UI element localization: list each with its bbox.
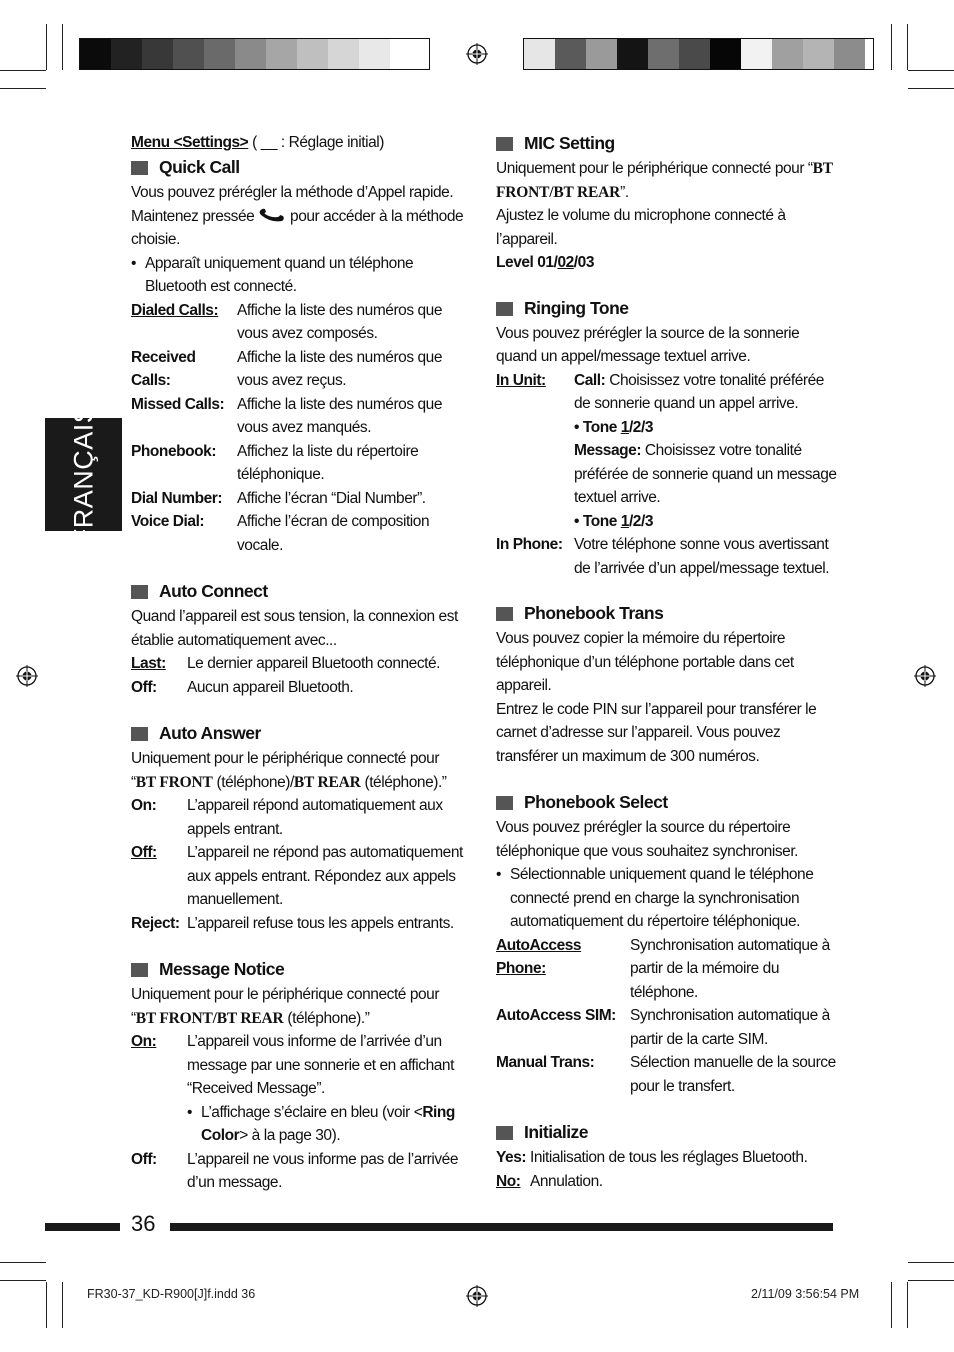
- text-fragment: Level 01/: [496, 254, 558, 271]
- option-label: Voice Dial:: [131, 513, 205, 530]
- menu-title-line: [131, 131, 467, 155]
- option-label: Dialed Calls:: [131, 301, 219, 319]
- phonebook-trans-heading: [496, 601, 838, 627]
- color-swatch: [741, 39, 772, 69]
- option-label: Yes:: [496, 1149, 527, 1166]
- ringing-tone-heading: [496, 296, 838, 322]
- option-row: [131, 510, 467, 557]
- color-swatch: [555, 39, 586, 69]
- auto-answer-heading: [131, 721, 467, 747]
- option-row: [131, 652, 467, 676]
- option-label: In Phone:: [496, 536, 563, 553]
- crop-mark: [62, 1282, 63, 1328]
- bullet-text: Apparaît uniquement quand un téléphone Bluetooth est connecté.: [145, 254, 414, 295]
- option-label: Off:: [131, 678, 157, 696]
- option-label: No:: [496, 1172, 521, 1190]
- color-swatch: [772, 39, 803, 69]
- mic-setting-desc: [496, 157, 838, 204]
- option-label: AutoAccess SIM:: [496, 1007, 616, 1024]
- crop-mark: [46, 24, 47, 70]
- phonebook-select-heading: [496, 790, 838, 816]
- option-text: Affiche la liste des numéros que vous avez reçus.: [237, 348, 443, 389]
- initialize-heading: [496, 1120, 838, 1146]
- crop-mark: [907, 24, 908, 70]
- option-row: [496, 1146, 838, 1170]
- text-fragment: BT REAR: [293, 773, 361, 791]
- option-label: Received Calls:: [131, 348, 196, 389]
- option-label: Reject:: [131, 914, 180, 932]
- sub-label: Call:: [574, 371, 606, 389]
- quick-call-desc: Vous pouvez prérégler la méthode d’Appel rapide.: [131, 184, 454, 201]
- color-swatch: [834, 39, 865, 69]
- color-swatch: [679, 39, 710, 69]
- section-title: Phonebook Select: [524, 792, 668, 813]
- message-notice-bullet: • L’affichage s’éclaire en bleu (voir <Ring Color> à la page 30).: [187, 1103, 455, 1144]
- option-text: L’appareil ne répond pas automatiquement aux appels entrant. Répondez aux appels manuellement.: [187, 844, 463, 908]
- option-text: Synchronisation automatique à partir de la carte SIM.: [630, 1007, 830, 1048]
- option-text: Affiche l’écran “Dial Number”.: [237, 489, 426, 507]
- crop-mark: [0, 88, 46, 89]
- heading-square-icon: [496, 137, 513, 151]
- crop-mark: [891, 1282, 892, 1328]
- crop-mark: [0, 1262, 46, 1263]
- option-text: Votre téléphone sonne vous avertissant de l’arrivée d’un appel/message textuel.: [574, 536, 830, 577]
- option-row: [131, 794, 467, 841]
- option-text: L’appareil ne vous informe pas de l’arrivée d’un message.: [187, 1150, 459, 1191]
- option-text: L’appareil répond automatiquement aux appels entrant.: [187, 797, 443, 838]
- color-swatch: [390, 39, 421, 69]
- color-swatch: [359, 39, 390, 69]
- option-row: [496, 1004, 838, 1051]
- mic-setting-heading: [496, 131, 838, 157]
- text-fragment: BT FRONT: [135, 773, 213, 791]
- text-fragment: /03: [573, 254, 594, 271]
- text-fragment: Uniquement pour le périphérique connecté pour “: [131, 750, 440, 791]
- text-fragment: BT FRONT/BT REAR: [496, 160, 833, 201]
- option-label: Off:: [131, 1150, 157, 1168]
- color-swatch: [710, 39, 741, 69]
- section-title: Auto Answer: [159, 723, 261, 744]
- color-swatch: [803, 39, 834, 69]
- option-text: Choisissez votre tonalité préférée de sonnerie quand un message textuel arrive.: [574, 442, 837, 506]
- mic-setting-desc-2: Ajustez le volume du microphone connecté à l’appareil.: [496, 207, 786, 248]
- crop-mark: [907, 1282, 908, 1328]
- option-label: Last:: [131, 655, 166, 672]
- text-fragment: L’affichage s’éclaire en bleu (voir <: [201, 1103, 423, 1121]
- option-label: Off:: [131, 844, 157, 861]
- call-tone-options: • Tone 1/2/3: [574, 418, 654, 436]
- text-fragment: Ring Color: [201, 1103, 455, 1144]
- ringing-tone-in-phone: [496, 533, 838, 580]
- heading-square-icon: [131, 963, 148, 977]
- option-label: Dial Number:: [131, 489, 223, 507]
- color-swatch: [648, 39, 679, 69]
- language-label: FRANÇAIS: [68, 404, 98, 545]
- page-number: 36: [131, 1211, 156, 1236]
- footer-date: 2/11/09 3:56:54 PM: [751, 1287, 860, 1301]
- option-text: Synchronisation automatique à partir de la mémoire du téléphone.: [630, 936, 830, 1001]
- mic-level: [496, 251, 838, 275]
- menu-note: ( __ : Réglage initial): [252, 134, 384, 151]
- crop-mark: [908, 70, 954, 71]
- color-swatch: [235, 39, 266, 69]
- option-label: On:: [131, 797, 157, 814]
- color-strip-left: [79, 38, 430, 70]
- option-text: Affiche la liste des numéros que vous avez manqués.: [237, 395, 443, 436]
- phonebook-select-bullet: • Sélectionnable uniquement quand le téléphone connecté prend en charge la synchronisation automatiquement du répertoire téléphonique.: [496, 863, 838, 934]
- message-tone-options: • Tone 1/2/3: [574, 512, 654, 530]
- option-row: [131, 676, 467, 700]
- color-swatch: [586, 39, 617, 69]
- sub-label: Message:: [574, 442, 642, 459]
- text-fragment: Maintenez pressée: [131, 207, 255, 225]
- text-fragment: pour accéder à la méthode choisie.: [131, 207, 464, 248]
- color-swatch: [297, 39, 328, 69]
- option-row: [131, 912, 467, 936]
- registration-mark-icon: [16, 665, 38, 687]
- option-label: Manual Trans:: [496, 1054, 595, 1071]
- text-fragment: (téléphone)/: [212, 773, 294, 791]
- message-notice-heading: [131, 957, 467, 983]
- option-row: [131, 393, 467, 440]
- heading-square-icon: [131, 727, 148, 741]
- language-side-tab: [45, 404, 122, 545]
- option-row: [496, 1170, 838, 1194]
- section-title: Auto Connect: [159, 581, 268, 602]
- color-swatch: [617, 39, 648, 69]
- bullet-text: Sélectionnable uniquement quand le téléphone connecté prend en charge la synchronisation automatiquement du répertoire téléphonique.: [510, 866, 814, 930]
- text-fragment: Uniquement pour le périphérique connecté pour “: [131, 986, 440, 1027]
- registration-mark-icon: [914, 665, 936, 687]
- option-label: Phonebook:: [131, 442, 217, 460]
- crop-mark: [908, 88, 954, 89]
- text-fragment: Uniquement pour le périphérique connecté pour “: [496, 160, 813, 177]
- left-column: [131, 131, 467, 1195]
- page-bar-right: [170, 1223, 833, 1231]
- section-title: Initialize: [524, 1122, 589, 1143]
- section-title: Message Notice: [159, 959, 285, 980]
- section-title: Phonebook Trans: [524, 603, 664, 624]
- heading-square-icon: [131, 585, 148, 599]
- registration-mark-icon: [466, 1285, 488, 1307]
- message-notice-off: [131, 1148, 467, 1195]
- crop-mark: [908, 1262, 954, 1263]
- option-text: L’appareil refuse tous les appels entrants.: [187, 914, 454, 932]
- color-swatch: [266, 39, 297, 69]
- option-row: [131, 346, 467, 393]
- text-fragment: BT FRONT/BT REAR: [135, 1009, 284, 1027]
- option-label: In Unit:: [496, 371, 546, 389]
- option-text: Sélection manuelle de la source pour le transfert.: [630, 1054, 836, 1095]
- option-row: [131, 299, 467, 346]
- section-title: Ringing Tone: [524, 297, 629, 318]
- crop-mark: [46, 1282, 47, 1328]
- color-swatch: [204, 39, 235, 69]
- color-swatch: [80, 39, 111, 69]
- option-row: [496, 934, 838, 1005]
- auto-connect-desc: Quand l’appareil est sous tension, la connexion est établie automatiquement avec...: [131, 608, 458, 649]
- option-text: Aucun appareil Bluetooth.: [187, 678, 354, 696]
- ringing-tone-in-unit: [496, 369, 838, 534]
- crop-mark: [908, 1280, 954, 1281]
- menu-title: Menu <Settings>: [131, 134, 249, 151]
- option-label: On:: [131, 1033, 157, 1050]
- heading-square-icon: [496, 607, 513, 621]
- option-row: [131, 440, 467, 487]
- heading-square-icon: [496, 1126, 513, 1140]
- phonebook-trans-desc: Vous pouvez copier la mémoire du répertoire téléphonique d’un téléphone portable dans cet appareil.: [496, 630, 794, 694]
- section-title: MIC Setting: [524, 133, 615, 154]
- auto-answer-desc: [131, 747, 467, 794]
- crop-mark: [0, 70, 46, 71]
- text-fragment: > à la page 30).: [239, 1127, 341, 1144]
- color-swatch: [524, 39, 555, 69]
- message-notice-on: [131, 1030, 467, 1148]
- option-text: L’appareil vous informe de l’arrivée d’un message par une sonnerie et en affichant “Received Message”.: [187, 1033, 454, 1097]
- text-fragment: ”.: [620, 183, 629, 201]
- color-swatch: [173, 39, 204, 69]
- footer-file: FR30-37_KD-R900[J]f.indd 36: [87, 1287, 256, 1301]
- option-row: [131, 487, 467, 511]
- option-text: Annulation.: [530, 1172, 603, 1190]
- option-row: [496, 1051, 838, 1098]
- color-swatch: [142, 39, 173, 69]
- phonebook-trans-desc-2: Entrez le code PIN sur l’appareil pour transférer le carnet d’adresse sur l’appareil. Vous pouvez transférer un maximum de 300 numéros.: [496, 700, 817, 765]
- option-text: Choisissez votre tonalité préférée de sonnerie quand un appel arrive.: [574, 371, 824, 412]
- message-notice-desc: [131, 983, 467, 1030]
- crop-mark: [62, 24, 63, 70]
- option-row: [131, 841, 467, 912]
- page-bar-left: [45, 1223, 120, 1231]
- quick-call-heading: [131, 155, 467, 181]
- color-swatch: [328, 39, 359, 69]
- text-fragment: 02: [557, 254, 574, 271]
- option-label: Missed Calls:: [131, 395, 225, 413]
- registration-mark-icon: [466, 43, 488, 65]
- crop-mark: [0, 1280, 46, 1281]
- quick-call-bullet: • Apparaît uniquement quand un téléphone Bluetooth est connecté.: [131, 252, 467, 299]
- option-text: Initialisation de tous les réglages Bluetooth.: [530, 1149, 808, 1166]
- heading-square-icon: [131, 161, 148, 175]
- quick-call-desc-2: [131, 205, 467, 252]
- section-title: Quick Call: [159, 157, 240, 178]
- right-column: [496, 131, 838, 1193]
- heading-square-icon: [496, 796, 513, 810]
- text-fragment: (téléphone).”: [360, 773, 447, 791]
- option-label: AutoAccess Phone:: [496, 936, 582, 977]
- color-strip-right: [523, 38, 874, 70]
- heading-square-icon: [496, 302, 513, 316]
- phone-handset-icon: [259, 208, 285, 222]
- auto-connect-heading: [131, 579, 467, 605]
- crop-mark: [891, 24, 892, 70]
- color-swatch: [111, 39, 142, 69]
- phonebook-select-desc: Vous pouvez prérégler la source du répertoire téléphonique que vous souhaitez synchroniser.: [496, 819, 799, 860]
- option-text: Le dernier appareil Bluetooth connecté.: [187, 655, 441, 672]
- option-text: Affiche la liste des numéros que vous avez composés.: [237, 301, 443, 342]
- option-text: Affiche l’écran de composition vocale.: [237, 513, 430, 554]
- option-text: Affichez la liste du répertoire téléphonique.: [237, 442, 419, 483]
- text-fragment: (téléphone).”: [283, 1009, 370, 1027]
- ringing-tone-desc: Vous pouvez prérégler la source de la sonnerie quand un appel/message textuel arrive.: [496, 324, 800, 365]
